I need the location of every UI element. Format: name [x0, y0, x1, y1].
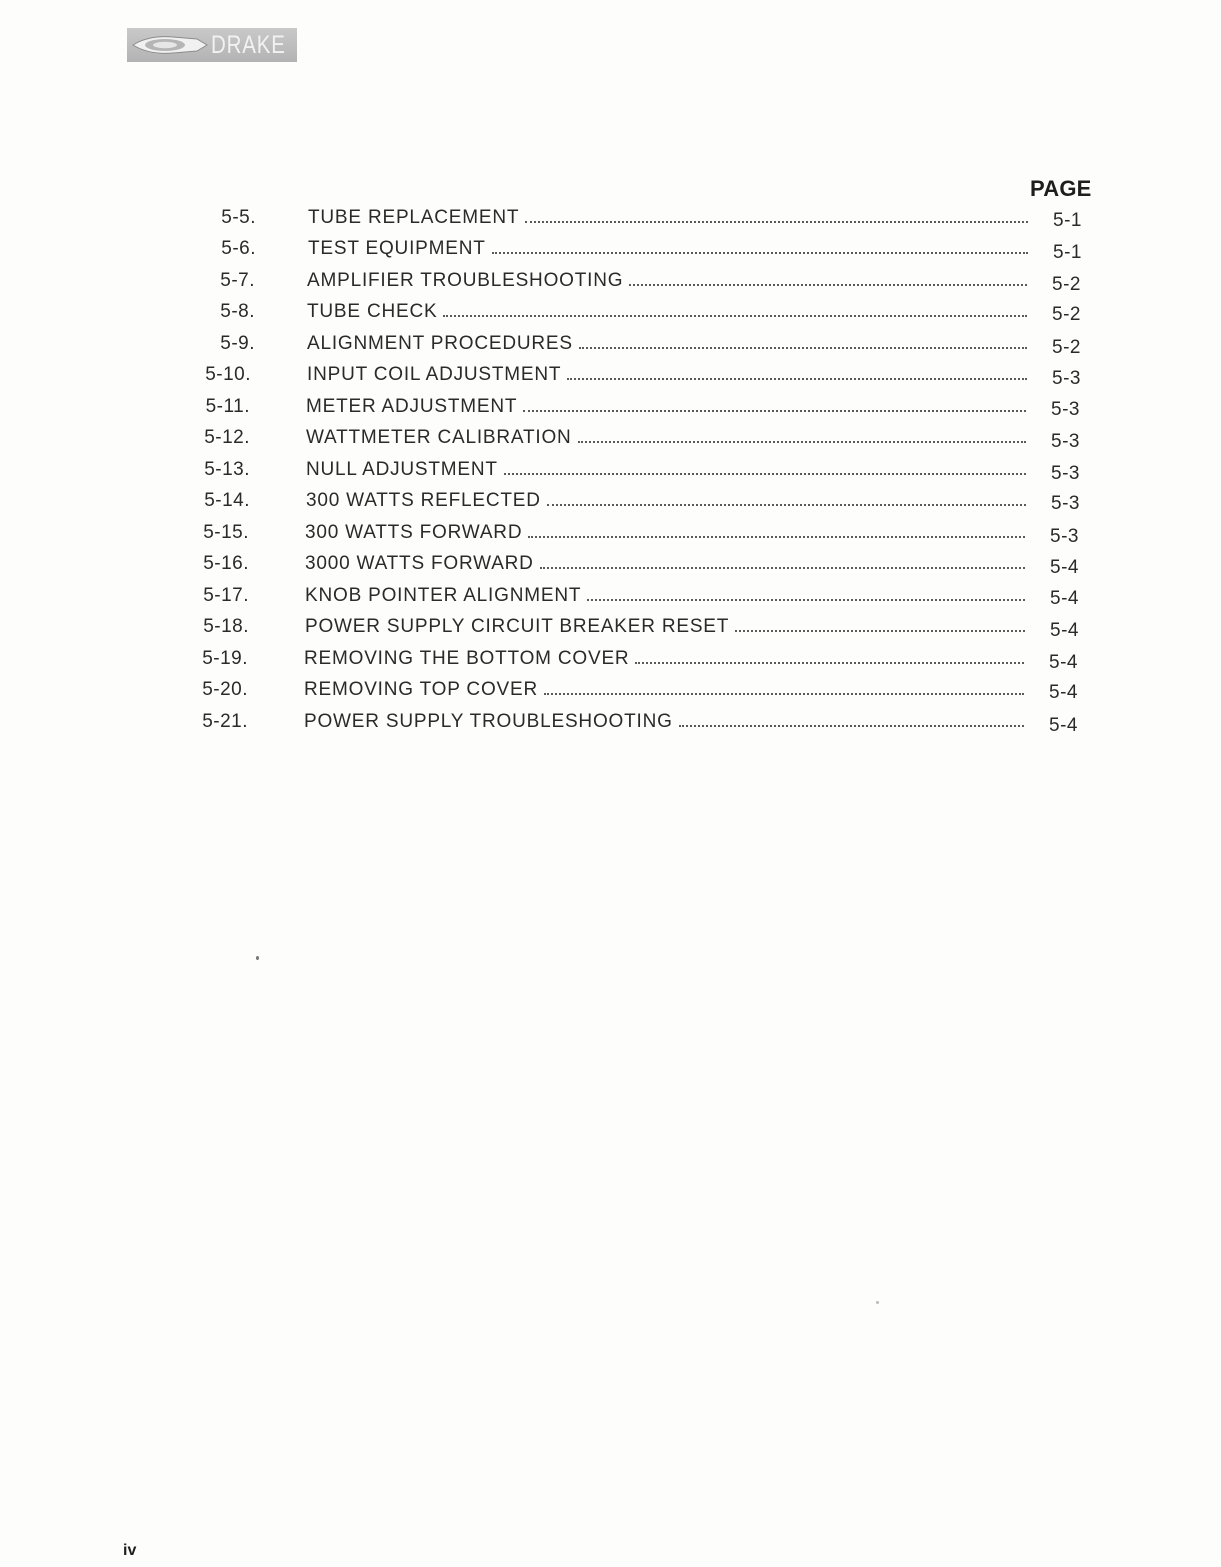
dot-leader: [523, 410, 1026, 412]
toc-entry-title: POWER SUPPLY TROUBLESHOOTING: [304, 711, 673, 732]
dot-leader: [578, 441, 1026, 443]
page-column-heading: PAGE: [1030, 176, 1092, 201]
page-folio: iv: [123, 1542, 137, 1559]
toc-entry-number: 5-18.: [203, 616, 249, 637]
toc-entry-body: [305, 519, 1025, 547]
toc-entry: [196, 676, 1096, 704]
toc-entry-number: 5-20.: [202, 679, 248, 700]
toc-entry: [197, 519, 1097, 547]
toc-entry-body: [306, 393, 1026, 421]
toc-entry-page: 5-4: [1050, 620, 1079, 641]
toc-entry-title: AMPLIFIER TROUBLESHOOTING: [307, 270, 624, 291]
toc-entry-title: POWER SUPPLY CIRCUIT BREAKER RESET: [305, 616, 730, 637]
toc-entry-number: 5-16.: [203, 553, 249, 574]
dot-leader: [635, 662, 1024, 664]
toc-entry: [199, 330, 1099, 358]
toc-entry: [197, 613, 1097, 641]
toc-entry-title: TEST EQUIPMENT: [308, 238, 486, 259]
dot-leader: [579, 347, 1027, 349]
dot-leader: [525, 221, 1028, 223]
dot-leader: [629, 284, 1027, 286]
toc-entry: [200, 235, 1100, 263]
toc-entry: [200, 204, 1100, 232]
toc-entry-page: 5-3: [1051, 463, 1080, 484]
toc-entry-body: [308, 235, 1028, 263]
dot-leader: [679, 725, 1024, 727]
dot-leader: [504, 473, 1026, 475]
toc-entry: [199, 298, 1099, 326]
dot-leader: [544, 693, 1024, 695]
toc-entry-page: 5-3: [1051, 399, 1080, 420]
toc-entry-title: 300 WATTS FORWARD: [305, 522, 523, 543]
toc-entry: [199, 361, 1099, 389]
toc-entry-title: 300 WATTS REFLECTED: [306, 490, 541, 511]
toc-entry-page: 5-3: [1051, 493, 1080, 514]
toc-entry: [198, 487, 1098, 515]
toc-entry-body: [307, 298, 1027, 326]
toc-entry-number: 5-13.: [204, 459, 250, 480]
toc-entry-page: 5-1: [1053, 242, 1082, 263]
toc-entry-number: 5-6.: [221, 238, 256, 259]
toc-entry-title: REMOVING TOP COVER: [304, 679, 539, 700]
paper-speck: [876, 1301, 879, 1304]
toc-entry-number: 5-7.: [220, 270, 255, 291]
paper-speck: [256, 956, 259, 960]
toc-entry: [197, 550, 1097, 578]
toc-entry-body: [307, 330, 1027, 358]
toc-entry-number: 5-19.: [202, 648, 248, 669]
toc-entry-number: 5-17.: [203, 585, 249, 606]
dot-leader: [540, 567, 1025, 569]
dot-leader: [547, 504, 1026, 506]
toc-entry-title: TUBE CHECK: [307, 301, 438, 322]
toc-entry-number: 5-8.: [220, 301, 255, 322]
dot-leader: [492, 252, 1028, 254]
toc-entry-number: 5-15.: [203, 522, 249, 543]
toc-entry-body: [306, 456, 1026, 484]
toc-entry-page: 5-4: [1049, 652, 1078, 673]
toc-entry-title: TUBE REPLACEMENT: [308, 207, 520, 228]
dot-leader: [587, 599, 1025, 601]
dot-leader: [735, 630, 1025, 632]
toc-entry-body: [304, 645, 1024, 673]
toc-entry-title: KNOB POINTER ALIGNMENT: [305, 585, 582, 606]
toc-entry-title: REMOVING THE BOTTOM COVER: [304, 648, 630, 669]
toc-entry: [198, 393, 1098, 421]
toc-entry-page: 5-3: [1052, 368, 1081, 389]
toc-entry-body: [305, 582, 1025, 610]
toc-entry-page: 5-4: [1050, 557, 1079, 578]
toc-entry-page: 5-2: [1052, 337, 1081, 358]
toc-entry-body: [307, 361, 1027, 389]
toc-entry-number: 5-21.: [202, 711, 248, 732]
toc-entry-body: [308, 204, 1028, 232]
dot-leader: [528, 536, 1025, 538]
toc-entry-title: WATTMETER CALIBRATION: [306, 427, 572, 448]
toc-entry-number: 5-9.: [220, 333, 255, 354]
toc-entry-page: 5-4: [1050, 588, 1079, 609]
toc-entry-body: [306, 424, 1026, 452]
logo-wordmark: DRAKE: [211, 31, 286, 59]
toc-entry-page: 5-3: [1051, 431, 1080, 452]
toc-entry-body: [306, 487, 1026, 515]
toc-entry: [197, 582, 1097, 610]
dot-leader: [567, 378, 1027, 380]
toc-entry-body: [305, 613, 1025, 641]
toc-entry-title: METER ADJUSTMENT: [306, 396, 518, 417]
toc-entry-number: 5-14.: [204, 490, 250, 511]
toc-entry-number: 5-11.: [205, 396, 250, 417]
drake-emblem-icon: [127, 28, 211, 62]
dot-leader: [443, 315, 1027, 317]
toc-entry: [198, 424, 1098, 452]
toc-entry-body: [304, 676, 1024, 704]
toc-entry-page: 5-4: [1049, 682, 1078, 703]
toc-entry-page: 5-2: [1052, 304, 1081, 325]
toc-entry-title: INPUT COIL ADJUSTMENT: [307, 364, 562, 385]
toc-entry-page: 5-3: [1050, 526, 1079, 547]
toc-entry-body: [305, 550, 1025, 578]
toc-entry-body: [307, 267, 1027, 295]
toc-entry: [196, 708, 1096, 736]
toc-entry: [198, 456, 1098, 484]
toc-entry-page: 5-4: [1049, 715, 1078, 736]
drake-logo: [127, 28, 297, 62]
toc-entry-body: [304, 708, 1024, 736]
toc-entry: [196, 645, 1096, 673]
toc-entry-page: 5-1: [1053, 210, 1082, 231]
toc-entry-number: 5-10.: [205, 364, 251, 385]
toc-entry-page: 5-2: [1052, 274, 1081, 295]
toc-entry-number: 5-12.: [204, 427, 250, 448]
toc-entry-title: 3000 WATTS FORWARD: [305, 553, 534, 574]
toc-entry-number: 5-5.: [221, 207, 256, 228]
toc-entry-title: NULL ADJUSTMENT: [306, 459, 498, 480]
toc-entry-title: ALIGNMENT PROCEDURES: [307, 333, 573, 354]
toc-entry: [199, 267, 1099, 295]
